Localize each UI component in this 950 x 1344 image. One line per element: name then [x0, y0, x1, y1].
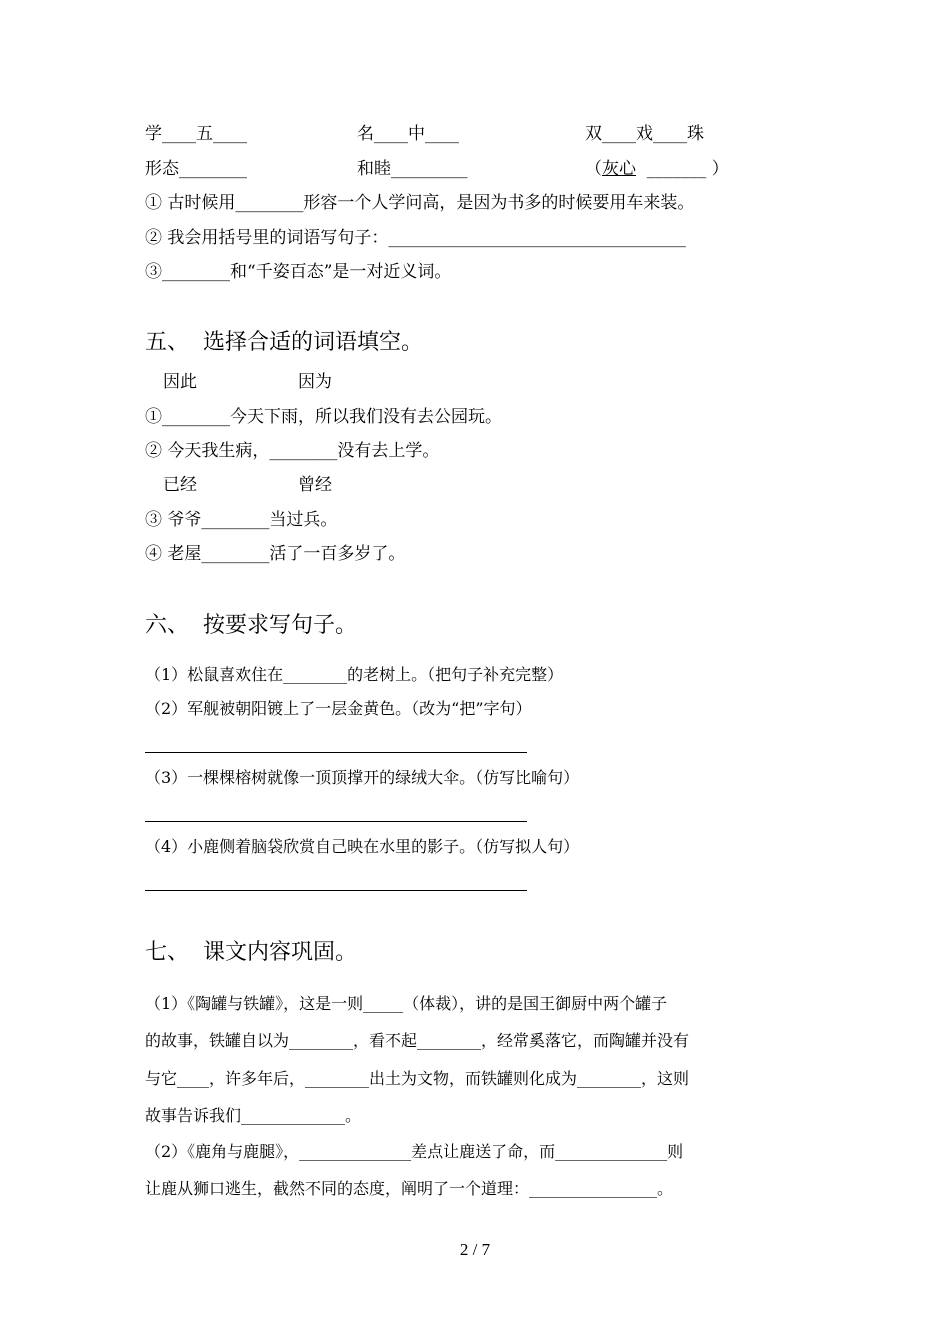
word-fill-4: 形态________: [145, 159, 247, 179]
question-4-1: ① 古时候用________形容一个人学问高，是因为书多的时候要用车来装。: [145, 193, 695, 213]
question-5-4: ④ 老屋________活了一百多岁了。: [145, 544, 406, 564]
question-4-3: ③________和“千姿百态”是一对近义词。: [145, 262, 452, 282]
paragraph-7-2-line-2: 让鹿从狮口逃生，截然不同的态度，阐明了一个道理：________________。: [145, 1179, 674, 1198]
question-5-2: ② 今天我生病，________没有去上学。: [145, 441, 440, 461]
word-fill-2: 名____中____: [357, 124, 459, 144]
word-fill-6: [585, 157, 729, 181]
paren-open: （: [585, 159, 602, 179]
underlined-word: 灰心: [602, 159, 636, 179]
answer-line-6-4[interactable]: [145, 890, 527, 891]
word-choice-2: 因为: [298, 372, 332, 392]
paragraph-7-1-line-1: （1）《陶罐与铁罐》，这是一则_____（体裁），讲的是国王御厨中两个罐子: [145, 994, 668, 1013]
paragraph-7-1-line-3: 与它____，许多年后，________出土为文物，而铁罐则化成为________，这则: [145, 1069, 690, 1088]
word-choice-1: 因此: [163, 372, 197, 392]
answer-line-6-3[interactable]: [145, 821, 527, 822]
word-fill-1: 学____五____: [145, 124, 247, 144]
question-6-1: （1）松鼠喜欢住在________的老树上。（把句子补充完整）: [145, 665, 564, 684]
word-fill-5: 和睦_________: [357, 159, 468, 179]
question-5-3: ③ 爷爷________当过兵。: [145, 510, 338, 530]
word-fill-3: 双____戏____珠: [585, 124, 704, 144]
paragraph-7-1-line-2: 的故事，铁罐自以为________，看不起________，经常奚落它，而陶罐并没有: [145, 1031, 690, 1050]
paragraph-7-1-line-4: 故事告诉我们_____________。: [145, 1106, 362, 1125]
answer-line-6-2[interactable]: [145, 752, 527, 753]
question-6-3: （3）一棵棵榕树就像一顶顶撑开的绿绒大伞。（仿写比喻句）: [145, 768, 580, 787]
question-6-4: （4）小鹿侧着脑袋欣赏自己映在水里的影子。（仿写拟人句）: [145, 837, 580, 856]
section-6-title: 六、 按要求写句子。: [145, 613, 357, 638]
paren-rest: _______ ）: [636, 159, 729, 179]
word-choice-3: 已经: [163, 475, 197, 495]
section-5-title: 五、 选择合适的词语填空。: [145, 330, 423, 355]
word-choice-4: 曾经: [298, 475, 332, 495]
question-6-2: （2）军舰被朝阳镀上了一层金黄色。（改为“把”字句）: [145, 699, 532, 718]
question-4-2: ② 我会用括号里的词语写句子：___________________________________: [145, 228, 686, 248]
question-5-1: ①________今天下雨，所以我们没有去公园玩。: [145, 407, 502, 427]
page-number: 2 / 7: [459, 1240, 491, 1259]
section-7-title: 七、 课文内容巩固。: [145, 940, 357, 965]
paragraph-7-2-line-1: （2）《鹿角与鹿腿》，______________差点让鹿送了命，而______________则: [145, 1142, 684, 1161]
